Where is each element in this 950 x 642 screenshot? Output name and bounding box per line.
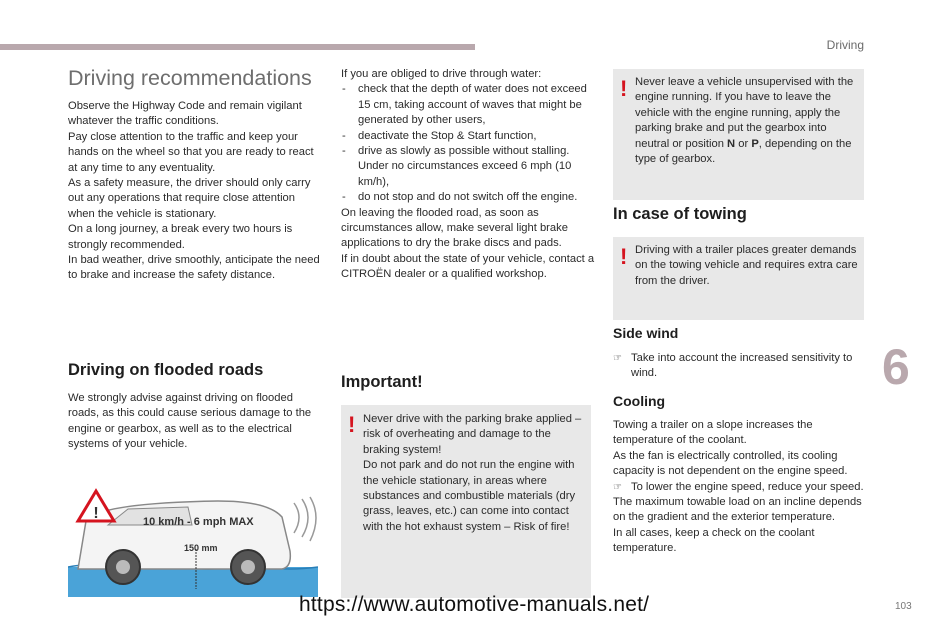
paragraph: In all cases, keep a check on the coolant temperature.: [613, 526, 815, 555]
important-heading: Important!: [341, 373, 423, 391]
side-wind-text: [613, 351, 863, 382]
paragraph: In bad weather, drive smoothly, anticipate the need to brake and increase the safety distance.: [68, 254, 320, 282]
warning-exclamation-icon: !: [620, 244, 628, 269]
side-wind-heading: Side wind: [613, 325, 679, 341]
cooling-heading: Cooling: [613, 393, 666, 409]
warning-exclamation-icon: !: [348, 412, 356, 437]
paragraph: On a long journey, a break every two hours is strongly recommended.: [68, 223, 293, 251]
warning-text-part: Never leave a vehicle unsupervised with the engine running. If you have to leave the vehicle with the engine running, apply the parking brake and put the gearbox into neutral or position: [635, 76, 854, 150]
paragraph: Observe the Highway Code and remain vigilant whatever the traffic conditions.: [68, 100, 302, 128]
warning-text-part: or: [735, 137, 752, 150]
warning-text: Do not park and do not run the engine with the vehicle stationary, in areas where substances and combustible materials (dry grass, leaves, etc.) can come into contact with the hot exhaust system – Risk of fire!: [363, 459, 576, 533]
section-title: Driving: [826, 38, 864, 52]
recommendations-text: [68, 99, 324, 284]
paragraph: We strongly advise against driving on flooded roads, as this could cause serious damage to the engine or gearbox, as well as to the electrical systems of your vehicle.: [68, 392, 312, 451]
paragraph: On leaving the flooded road, as soon as circumstances allow, make several light brake applications to dry the brake discs and pads.: [341, 206, 568, 250]
header-accent-bar: [0, 44, 475, 50]
important-warning-box: [341, 405, 591, 598]
footer-url-link[interactable]: https://www.automotive-manuals.net/: [299, 593, 650, 616]
paragraph: As a safety measure, the driver should only carry out any operations that require close attention when the vehicle is stationary.: [68, 177, 311, 220]
flooded-roads-heading: Driving on flooded roads: [68, 361, 264, 379]
page-title: Driving recommendations: [68, 66, 312, 90]
water-checklist: [341, 82, 595, 205]
towing-warning-box: [613, 237, 864, 320]
warning-text-part: , depending on the type of gearbox.: [635, 137, 852, 166]
warning-text: Never drive with the parking brake applied – risk of overheating and damage to the braking system!: [363, 413, 582, 456]
chapter-number: 6: [882, 339, 910, 395]
svg-text:!: !: [93, 505, 99, 522]
water-intro: If you are obliged to drive through water:: [341, 68, 542, 80]
water-area: [68, 567, 318, 597]
speed-label: 10 km/h - 6 mph MAX: [143, 516, 254, 528]
list-item: - drive as slowly as possible without stalling. Under no circumstances exceed 6 mph (10 km/h),: [341, 144, 595, 190]
gear-n: N: [727, 137, 736, 150]
water-instructions: [341, 67, 595, 283]
paragraph: As the fan is electrically controlled, its cooling capacity is not dependent on the engine speed.: [613, 449, 848, 478]
paragraph: Towing a trailer on a slope increases the temperature of the coolant.: [613, 419, 813, 447]
flooded-roads-intro: [68, 391, 316, 453]
warning-text: Driving with a trailer places greater demands on the towing vehicle and requires extra care from the driver.: [635, 244, 858, 287]
list-item: - check that the depth of water does not exceed 15 cm, taking account of waves that might be generated by other users,: [341, 82, 595, 128]
list-item: - do not stop and do not switch off the engine.: [341, 190, 595, 205]
depth-label: 150 mm: [184, 543, 218, 553]
cooling-text: [613, 418, 867, 557]
list-item: - deactivate the Stop & Start function,: [341, 129, 595, 144]
list-item: ☞ Take into account the increased sensitivity to wind.: [613, 351, 863, 382]
warning-text: [635, 75, 858, 167]
warning-exclamation-icon: !: [620, 76, 628, 101]
towing-heading: In case of towing: [613, 205, 747, 223]
paragraph: Pay close attention to the traffic and keep your hands on the wheel so that you are ready to react at any time to any eventuality.: [68, 130, 314, 174]
paragraph: The maximum towable load on an incline depends on the gradient and the exterior temperature.: [613, 496, 862, 524]
paragraph: If in doubt about the state of your vehicle, contact a CITROËN dealer or a qualified workshop.: [341, 252, 595, 281]
unsupervised-warning-box: [613, 69, 864, 200]
list-item: ☞ To lower the engine speed, reduce your speed.: [613, 480, 867, 495]
flooded-road-illustration: [68, 487, 318, 597]
page-number: 103: [895, 601, 912, 612]
gear-p: P: [751, 137, 759, 150]
